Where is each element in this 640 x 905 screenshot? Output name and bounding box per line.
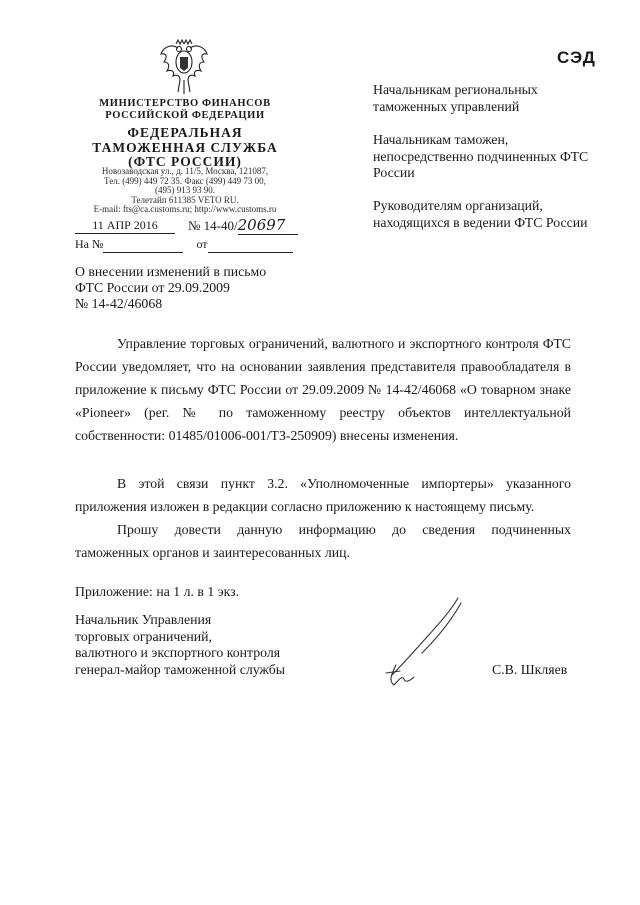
signatory-name: С.В. Шкляев — [492, 662, 568, 677]
sed-stamp: СЭД — [557, 48, 596, 67]
addressee-3: Руководителям организаций, находящихся в ведении ФТС России — [373, 198, 588, 230]
incoming-reference: На № от — [75, 237, 293, 253]
signatory-title: Начальник Управления торговых ограничений, валютного и экспортного контроля генерал-майор таможенной службы — [75, 612, 286, 677]
outgoing-date: 11 АПР 2016 — [75, 218, 175, 234]
body-paragraph-2: В этой связи пункт 3.2. «Уполномоченные импортеры» указанного приложения изложен в редакции согласно приложению к настоящему письму. — [75, 476, 571, 514]
service-name: ФЕДЕРАЛЬНАЯ ТАМОЖЕННАЯ СЛУЖБА (ФТС РОССИИ) — [92, 125, 278, 169]
addressee-1: Начальникам региональных таможенных управлений — [373, 82, 538, 114]
subject-line: О внесении изменений в письмо ФТС России от 29.09.2009 № 14-42/46068 — [75, 264, 267, 311]
body-paragraph-1: Управление торговых ограничений, валютного и экспортного контроля ФТС России уведомляет, что на основании заявления представителя правообладателя в приложение к письму ФТС России от 29.09.2009 № 14-42/46068 «О товарном знаке «Pioneer» (рег. № по таможенному реестру объектов интеллектуальной собственности: 01485/01006-001/ТЗ-250909) внесены изменения. — [75, 336, 571, 443]
coat-of-arms-emblem — [158, 38, 210, 98]
ministry-name: МИНИСТЕРСТВО ФИНАНСОВ РОССИЙСКОЙ ФЕДЕРАЦИИ — [99, 98, 271, 121]
handwritten-signature — [378, 595, 468, 695]
addressee-2: Начальникам таможен, непосредственно подчиненных ФТС России — [373, 132, 589, 180]
letterhead-address: Новозаводская ул., д. 11/5, Москва, 121087, Тел. (499) 449 72 35. Факс (499) 449 73 00, (495) 913 93 90. Телетайп 611385 VETO RU. E-mail: fts@ca.customs.ru; http://www.customs.ru — [93, 166, 277, 215]
attachment-note: Приложение: на 1 л. в 1 экз. — [75, 584, 240, 599]
outgoing-number: № 14-40/20697 — [188, 216, 298, 235]
body-paragraph-3: Прошу довести данную информацию до сведения подчиненных таможенных органов и заинтересованных лиц. — [75, 522, 571, 560]
